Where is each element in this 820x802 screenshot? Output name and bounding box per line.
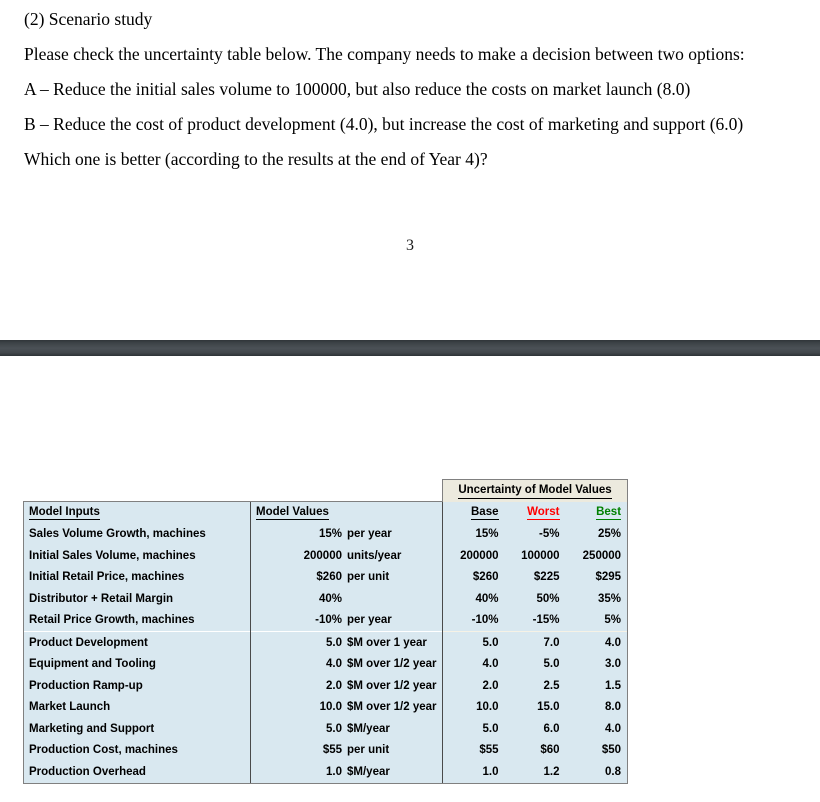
cell-worst-value: 1.2	[505, 761, 566, 783]
table-body	[24, 480, 628, 784]
cell-model-value	[251, 632, 443, 654]
cell-model-value-number: 5.0	[326, 636, 342, 649]
cell-model-value	[251, 588, 443, 610]
cell-model-value-unit	[347, 593, 442, 605]
cell-model-input: Retail Price Growth, machines	[24, 610, 251, 632]
table-row	[24, 588, 628, 610]
cell-model-value-number: $55	[322, 744, 342, 757]
cell-worst-value: $60	[505, 740, 566, 762]
table-row	[24, 610, 628, 632]
cell-base-value: 200000	[443, 545, 505, 567]
cell-base-value: $260	[443, 567, 505, 589]
header-model-inputs	[24, 502, 251, 524]
uncertainty-caption	[443, 480, 628, 502]
header-model-values	[251, 502, 443, 524]
table-caption-row	[24, 480, 628, 502]
cell-model-value	[251, 675, 443, 697]
cell-model-value-number: 40%	[318, 592, 342, 605]
table-row	[24, 675, 628, 697]
table-header-row	[24, 502, 628, 524]
cell-worst-value: -15%	[505, 610, 566, 632]
cell-model-value	[251, 740, 443, 762]
cell-model-value-unit: $M over 1 year	[347, 636, 427, 649]
cell-model-input: Initial Sales Volume, machines	[24, 545, 251, 567]
slide-divider-bar	[0, 340, 820, 356]
cell-best-value: 250000	[566, 545, 628, 567]
cell-model-value-number: 1.0	[326, 765, 342, 778]
question-intro: Please check the uncertainty table below. The company needs to make a decision between two options:	[24, 44, 745, 64]
option-b-text: B – Reduce the cost of product development (4.0), but increase the cost of marketing and support (6.0)	[24, 114, 744, 134]
cell-best-value: 3.0	[566, 654, 628, 676]
cell-model-value-number: 15%	[318, 528, 342, 541]
cell-model-value-unit: per year	[347, 528, 392, 541]
cell-worst-value: 15.0	[505, 697, 566, 719]
caption-spacer-inputs	[24, 480, 251, 502]
cell-model-value	[251, 567, 443, 589]
header-worst-label: Worst	[527, 506, 560, 518]
cell-model-value	[251, 524, 443, 546]
cell-model-value-unit: per unit	[347, 744, 390, 757]
cell-base-value: -10%	[443, 610, 505, 632]
cell-model-value-unit: $M/year	[347, 722, 390, 735]
cell-model-value	[251, 697, 443, 719]
cell-model-value-unit: $M over 1/2 year	[347, 679, 437, 692]
caption-spacer-values	[251, 480, 443, 502]
cell-model-value-unit: per unit	[347, 571, 390, 584]
cell-worst-value: 50%	[505, 588, 566, 610]
cell-base-value: 10.0	[443, 697, 505, 719]
table-row	[24, 654, 628, 676]
cell-model-value	[251, 718, 443, 740]
uncertainty-table-container	[23, 479, 627, 784]
cell-model-value-unit: per year	[347, 614, 392, 627]
table-row	[24, 567, 628, 589]
header-worst	[505, 502, 566, 524]
table-row	[24, 632, 628, 654]
cell-model-value-unit: units/year	[347, 549, 402, 562]
table-row	[24, 718, 628, 740]
cell-model-value	[251, 761, 443, 783]
option-a-text: A – Reduce the initial sales volume to 100000, but also reduce the costs on market launch (8.0)	[24, 79, 691, 99]
table-row	[24, 761, 628, 783]
cell-best-value: 0.8	[566, 761, 628, 783]
cell-worst-value: 6.0	[505, 718, 566, 740]
page-number: 3	[406, 237, 414, 254]
header-base	[443, 502, 505, 524]
cell-best-value: 8.0	[566, 697, 628, 719]
table-row	[24, 524, 628, 546]
cell-best-value: 4.0	[566, 718, 628, 740]
cell-worst-value: 100000	[505, 545, 566, 567]
cell-model-value-unit: $M over 1/2 year	[347, 658, 437, 671]
cell-model-value-number: 200000	[303, 549, 342, 562]
cell-base-value: $55	[443, 740, 505, 762]
cell-worst-value: 5.0	[505, 654, 566, 676]
cell-best-value: 35%	[566, 588, 628, 610]
cell-worst-value: 2.5	[505, 675, 566, 697]
table-row	[24, 697, 628, 719]
uncertainty-caption-label: Uncertainty of Model Values	[458, 483, 611, 499]
cell-model-input: Product Development	[24, 632, 251, 654]
cell-model-input: Production Ramp-up	[24, 675, 251, 697]
cell-model-value	[251, 610, 443, 632]
cell-model-input: Production Cost, machines	[24, 740, 251, 762]
cell-model-value-unit: $M/year	[347, 765, 390, 778]
cell-model-value-number: 5.0	[326, 722, 342, 735]
cell-model-value	[251, 654, 443, 676]
header-model-inputs-label: Model Inputs	[29, 506, 100, 519]
cell-best-value: 1.5	[566, 675, 628, 697]
header-model-values-label: Model Values	[256, 506, 329, 519]
cell-model-input: Sales Volume Growth, machines	[24, 524, 251, 546]
cell-base-value: 5.0	[443, 632, 505, 654]
question-prompt: Which one is better (according to the results at the end of Year 4)?	[24, 149, 488, 169]
cell-model-input: Equipment and Tooling	[24, 654, 251, 676]
cell-base-value: 5.0	[443, 718, 505, 740]
cell-worst-value: 7.0	[505, 632, 566, 654]
cell-model-value-number: 2.0	[326, 679, 342, 692]
header-best	[566, 502, 628, 524]
cell-model-input: Marketing and Support	[24, 718, 251, 740]
cell-model-value-number: 10.0	[319, 701, 342, 714]
cell-best-value: 5%	[566, 610, 628, 632]
table-row	[24, 545, 628, 567]
cell-base-value: 2.0	[443, 675, 505, 697]
cell-best-value: 4.0	[566, 632, 628, 654]
cell-base-value: 15%	[443, 524, 505, 546]
uncertainty-table	[23, 479, 628, 784]
cell-best-value: $50	[566, 740, 628, 762]
cell-model-input: Distributor + Retail Margin	[24, 588, 251, 610]
cell-base-value: 4.0	[443, 654, 505, 676]
cell-base-value: 40%	[443, 588, 505, 610]
cell-best-value: $295	[566, 567, 628, 589]
cell-model-input: Production Overhead	[24, 761, 251, 783]
cell-worst-value: -5%	[505, 524, 566, 546]
header-base-label: Base	[471, 506, 499, 518]
cell-base-value: 1.0	[443, 761, 505, 783]
header-best-label: Best	[596, 506, 622, 518]
cell-worst-value: $225	[505, 567, 566, 589]
table-row	[24, 740, 628, 762]
cell-model-value-number: $260	[316, 571, 342, 584]
cell-model-input: Initial Retail Price, machines	[24, 567, 251, 589]
cell-model-input: Market Launch	[24, 697, 251, 719]
cell-best-value: 25%	[566, 524, 628, 546]
cell-model-value	[251, 545, 443, 567]
cell-model-value-number: 4.0	[326, 658, 342, 671]
cell-model-value-unit: $M over 1/2 year	[347, 701, 437, 714]
question-text-block	[24, 2, 804, 177]
question-heading: (2) Scenario study	[24, 9, 153, 29]
cell-model-value-number: -10%	[315, 614, 342, 627]
